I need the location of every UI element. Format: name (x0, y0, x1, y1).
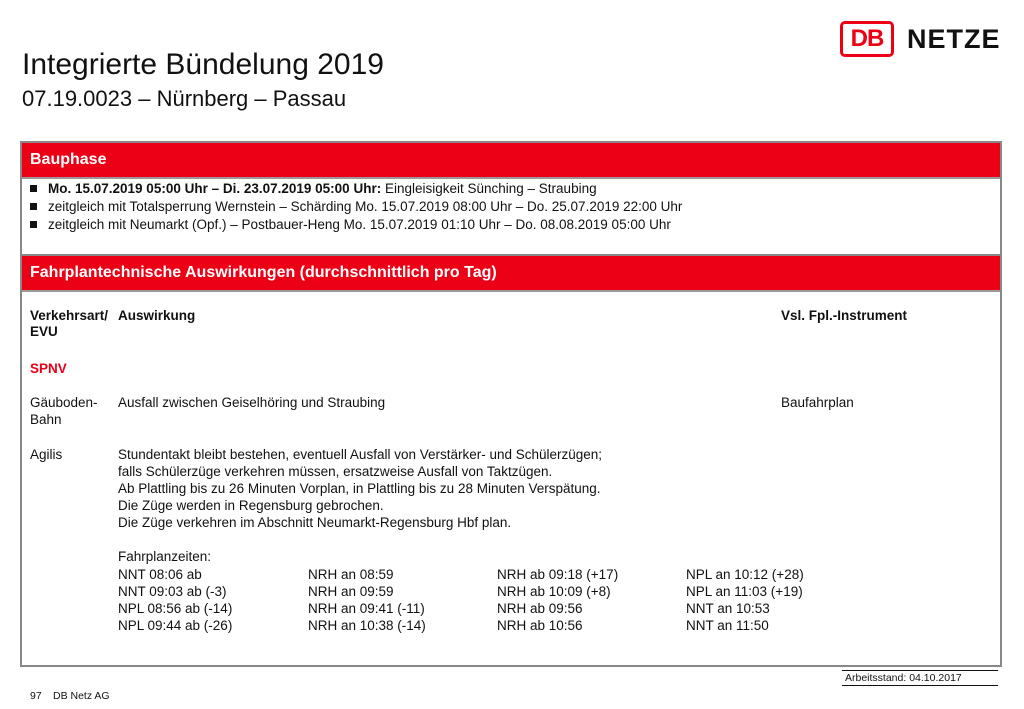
fahrplan-cell: NRH ab 10:09 (+8) (497, 584, 611, 599)
fahrplanzeiten-label: Fahrplanzeiten: (118, 549, 212, 564)
db-netze-logo (840, 19, 1001, 59)
agilis-line: Die Züge verkehren im Abschnitt Neumarkt-Regensburg Hbf plan. (118, 515, 512, 530)
db-logo-icon: DB (840, 21, 894, 57)
fahrplan-cell: NRH ab 09:18 (+17) (497, 567, 619, 582)
category-spnv: SPNV (30, 361, 67, 376)
bullet-icon (30, 203, 37, 210)
fahrplan-cell: NNT an 11:50 (686, 618, 769, 633)
footer-divider (842, 670, 998, 671)
agilis-line: Stundentakt bleibt bestehen, eventuell Ausfall von Verstärker- und Schülerzügen; (118, 447, 603, 462)
fahrplan-cell: NPL 08:56 ab (-14) (118, 601, 233, 616)
fahrplan-cell: NRH an 09:41 (-11) (308, 601, 425, 616)
company-name: DB Netz AG (53, 690, 110, 702)
fahrplan-cell: NRH ab 09:56 (497, 601, 583, 616)
agilis-line: falls Schülerzüge verkehren müssen, ersatzweise Ausfall von Taktzügen. (118, 464, 553, 479)
agilis-line: Ab Plattling bis zu 26 Minuten Vorplan, in Plattling bis zu 28 Minuten Verspätung. (118, 481, 601, 496)
netze-logo-text: NETZE (907, 23, 1001, 54)
instrument-gaeuboden: Baufahrplan (781, 395, 854, 410)
fahrplan-cell: NRH ab 10:56 (497, 618, 583, 633)
column-header-evu: EVU (30, 324, 58, 339)
bauphase-heading: Bauphase (22, 143, 1000, 179)
arbeitsstand: Arbeitsstand: 04.10.2017 (845, 672, 962, 684)
fahrplan-cell: NNT 08:06 ab (118, 567, 202, 582)
evu-gaeuboden: Gäuboden- (30, 395, 98, 410)
auswirkungen-heading: Fahrplantechnische Auswirkungen (durchschnittlich pro Tag) (22, 256, 1000, 292)
agilis-line: Die Züge werden in Regensburg gebrochen. (118, 498, 384, 513)
bullet-icon (30, 185, 37, 192)
fahrplan-cell: NPL an 11:03 (+19) (686, 584, 803, 599)
column-header-instrument: Vsl. Fpl.-Instrument (781, 308, 908, 323)
fahrplan-cell: NRH an 10:38 (-14) (308, 618, 426, 633)
fahrplan-cell: NNT 09:03 ab (-3) (118, 584, 227, 599)
column-header-verkehrsart: Verkehrsart/ (30, 308, 109, 323)
bauphase-panel (20, 141, 1002, 258)
fahrplan-cell: NRH an 08:59 (308, 567, 394, 582)
fahrplan-cell: NRH an 09:59 (308, 584, 394, 599)
page-subtitle: 07.19.0023 – Nürnberg – Passau (22, 86, 347, 111)
auswirkung-gaeuboden: Ausfall zwischen Geiselhöring und Straubing (118, 395, 386, 410)
bauphase-item: zeitgleich mit Totalsperrung Wernstein – Schärding Mo. 15.07.2019 08:00 Uhr – Do. 25.07.2019 22:00 Uhr (48, 198, 682, 215)
bauphase-item: Mo. 15.07.2019 05:00 Uhr – Di. 23.07.2019 05:00 Uhr: Eingleisigkeit Sünching – Straubing (48, 180, 597, 197)
fahrplan-cell: NPL an 10:12 (+28) (686, 567, 804, 582)
bauphase-item: zeitgleich mit Neumarkt (Opf.) – Postbauer-Heng Mo. 15.07.2019 01:10 Uhr – Do. 08.08.2019 05:00 Uhr (48, 216, 671, 233)
page-number: 97 (30, 690, 42, 702)
footer-divider (842, 685, 998, 686)
bullet-icon (30, 221, 37, 228)
fahrplan-cell: NPL 09:44 ab (-26) (118, 618, 233, 633)
page-title: Integrierte Bündelung 2019 (22, 48, 384, 81)
evu-agilis: Agilis (30, 447, 63, 462)
evu-gaeuboden-2: Bahn (30, 412, 62, 427)
fahrplan-cell: NNT an 10:53 (686, 601, 770, 616)
auswirkungen-panel (20, 254, 1002, 667)
column-header-auswirkung: Auswirkung (118, 308, 196, 323)
